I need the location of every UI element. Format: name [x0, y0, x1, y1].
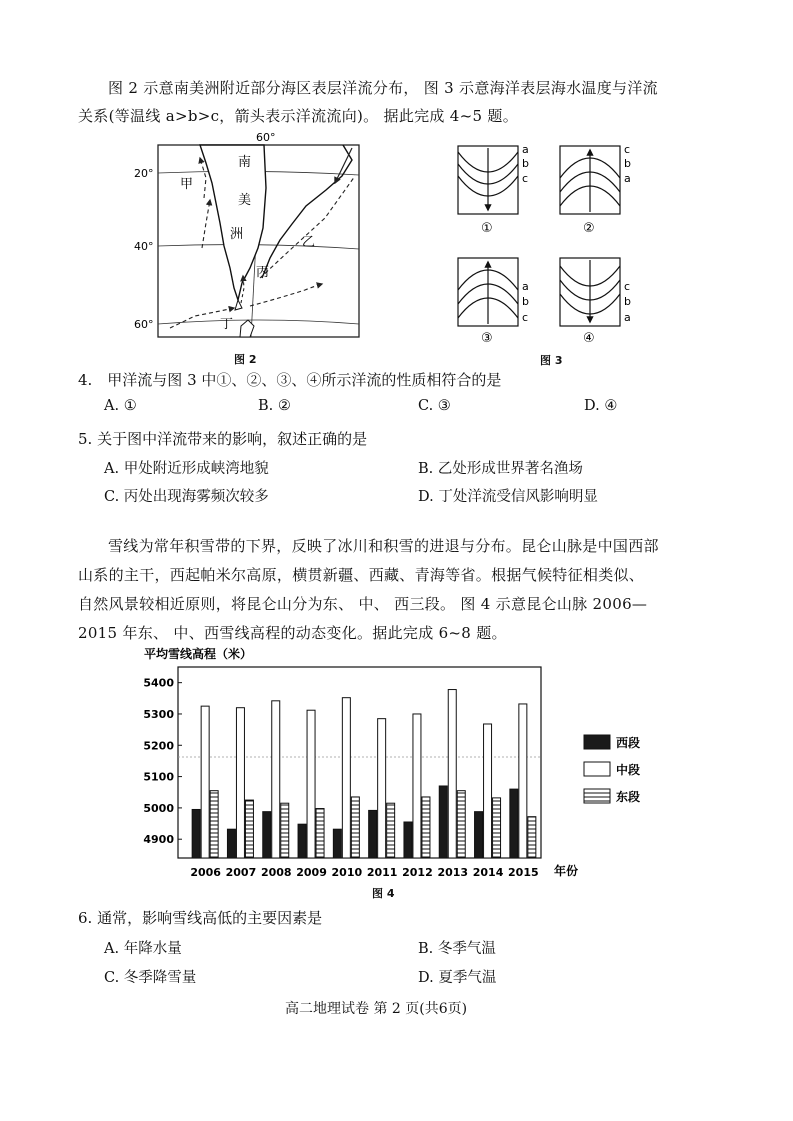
q4-option-a: A. ①	[104, 398, 137, 414]
panel1-label-1: a	[522, 143, 529, 156]
bar-中段-2010	[342, 698, 350, 858]
bar-东段-2011	[387, 803, 395, 858]
lat-label-20: 20°	[134, 167, 154, 180]
lat-label-40: 40°	[134, 240, 154, 253]
bar-中段-2013	[448, 690, 456, 858]
figure-3-caption: 图 3	[540, 354, 563, 367]
x-axis-label: 年份	[554, 864, 579, 878]
x-tick-label: 2013	[437, 866, 469, 879]
bar-中段-2012	[413, 714, 421, 858]
x-tick-label: 2010	[331, 866, 363, 879]
bar-中段-2008	[272, 701, 280, 858]
panel-4	[560, 258, 631, 345]
y-tick-label: 5100	[143, 770, 174, 784]
panel3-label-2: b	[522, 295, 529, 308]
bar-西段-2011	[369, 810, 377, 858]
figure-2-map	[130, 128, 370, 368]
q6-option-b: B. 冬季气温	[418, 941, 496, 957]
bar-西段-2008	[263, 812, 271, 858]
bar-西段-2007	[227, 829, 235, 858]
panel4-number: ④	[583, 331, 595, 345]
map-label-ding: 丁	[220, 317, 234, 332]
legend-swatch	[584, 789, 610, 803]
q6-option-a: A. 年降水量	[104, 941, 182, 957]
lon-label-60: 60°	[256, 131, 276, 144]
bar-东段-2009	[316, 809, 324, 858]
bar-西段-2013	[439, 786, 447, 858]
bar-中段-2014	[484, 724, 492, 858]
bar-东段-2010	[351, 797, 359, 858]
bar-东段-2015	[528, 817, 536, 858]
x-tick-label: 2014	[472, 866, 504, 879]
intro1-line1: 图 2 示意南美洲附近部分海区表层洋流分布， 图 3 示意海洋表层海水温度与洋流	[108, 79, 658, 97]
bar-东段-2014	[493, 798, 501, 858]
panel-1	[458, 143, 529, 236]
bar-西段-2012	[404, 822, 412, 858]
q5-option-d: D. 丁处洋流受信风影响明显	[418, 489, 598, 505]
map-label-zhou: 洲	[230, 227, 244, 242]
x-tick-label: 2011	[366, 866, 398, 879]
bar-东段-2006	[210, 791, 218, 858]
bar-中段-2006	[201, 706, 209, 858]
q4-option-d: D. ④	[584, 398, 618, 414]
intro2-line4: 2015 年东、 中、西雪线高程的动态变化。据此完成 6~8 题。	[78, 624, 507, 642]
q4-option-c: C. ③	[418, 398, 451, 414]
panel1-label-3: c	[522, 172, 529, 185]
legend-label: 东段	[616, 790, 641, 804]
q5-option-a: A. 甲处附近形成峡湾地貌	[104, 461, 269, 477]
bar-中段-2007	[236, 708, 244, 858]
figure-4-caption: 图 4	[372, 887, 395, 900]
x-tick-label: 2009	[296, 866, 327, 879]
map-label-bing: 丙	[256, 265, 270, 280]
legend-label: 西段	[616, 736, 641, 750]
bar-中段-2015	[519, 704, 527, 858]
panel4-label-3: a	[624, 311, 631, 324]
x-tick-label: 2007	[225, 866, 257, 879]
panel4-label-2: b	[624, 295, 631, 308]
x-tick-label: 2006	[190, 866, 221, 879]
panel3-number: ③	[481, 331, 493, 345]
bar-东段-2012	[422, 797, 430, 858]
bar-东段-2013	[457, 791, 465, 858]
q6-option-c: C. 冬季降雪量	[104, 970, 197, 986]
map-label-nan: 南	[238, 155, 252, 170]
panel2-number: ②	[583, 221, 595, 236]
bar-西段-2006	[192, 809, 200, 858]
figure-4-chart	[130, 640, 660, 900]
map-label-mei: 美	[238, 193, 252, 208]
legend-swatch	[584, 762, 610, 776]
y-tick-label: 5200	[143, 739, 174, 753]
q4-stem: 4. 甲洋流与图 3 中①、②、③、④所示洋流的性质相符合的是	[78, 371, 502, 389]
panel2-label-3: a	[624, 172, 631, 185]
intro1-line2: 关系(等温线 a>b>c，箭头表示洋流流向)。 据此完成 4~5 题。	[78, 107, 519, 125]
q5-stem: 5. 关于图中洋流带来的影响，叙述正确的是	[78, 430, 368, 448]
map-label-jia: 甲	[180, 177, 194, 192]
panel2-label-2: b	[624, 157, 631, 170]
figure-3-panels	[448, 140, 648, 345]
panel2-label-1: c	[624, 143, 631, 156]
y-tick-label: 5300	[143, 707, 174, 721]
q6-stem: 6. 通常，影响雪线高低的主要因素是	[78, 909, 323, 927]
lat-label-60: 60°	[134, 318, 154, 331]
panel4-label-1: c	[624, 280, 631, 293]
bar-东段-2007	[245, 800, 253, 858]
panel1-number: ①	[481, 221, 493, 236]
map-label-yi: 乙	[302, 235, 316, 250]
intro2-line2: 山系的主干，西起帕米尔高原，横贯新疆、西藏、青海等省。根据气候特征相类似、	[78, 566, 645, 584]
panel3-label-1: a	[522, 280, 529, 293]
y-tick-label: 4900	[143, 833, 174, 847]
panel-2	[560, 143, 631, 236]
figure-2-caption: 图 2	[234, 353, 257, 366]
y-tick-label: 5000	[143, 801, 174, 815]
bar-中段-2011	[378, 719, 386, 858]
x-tick-label: 2012	[402, 866, 433, 879]
bar-东段-2008	[281, 803, 289, 858]
chart-legend	[584, 735, 640, 804]
y-tick-label: 5400	[143, 676, 174, 690]
panel-3	[458, 258, 529, 345]
q6-option-d: D. 夏季气温	[418, 970, 497, 986]
panel1-label-2: b	[522, 157, 529, 170]
q4-option-b: B. ②	[258, 398, 291, 414]
legend-swatch	[584, 735, 610, 749]
intro2-line3: 自然风景较相近原则，将昆仑山分为东、 中、 西三段。 图 4 示意昆仑山脉 2006—	[78, 595, 648, 613]
x-tick-label: 2008	[260, 866, 292, 879]
intro2-line1: 雪线为常年积雪带的下界，反映了冰川和积雪的进退与分布。昆仑山脉是中国西部	[108, 537, 659, 555]
x-tick-label: 2015	[508, 866, 539, 879]
bar-西段-2014	[475, 812, 483, 858]
chart-title: 平均雪线高程（米）	[144, 647, 253, 661]
bar-中段-2009	[307, 710, 315, 858]
bar-西段-2009	[298, 824, 306, 858]
legend-label: 中段	[616, 763, 641, 777]
panel3-label-3: c	[522, 311, 529, 324]
bar-西段-2010	[333, 829, 341, 858]
page-footer: 高二地理试卷 第 2 页(共6页)	[285, 1001, 468, 1017]
q5-option-b: B. 乙处形成世界著名渔场	[418, 461, 583, 477]
bar-西段-2015	[510, 789, 518, 858]
q5-option-c: C. 丙处出现海雾频次较多	[104, 489, 269, 505]
